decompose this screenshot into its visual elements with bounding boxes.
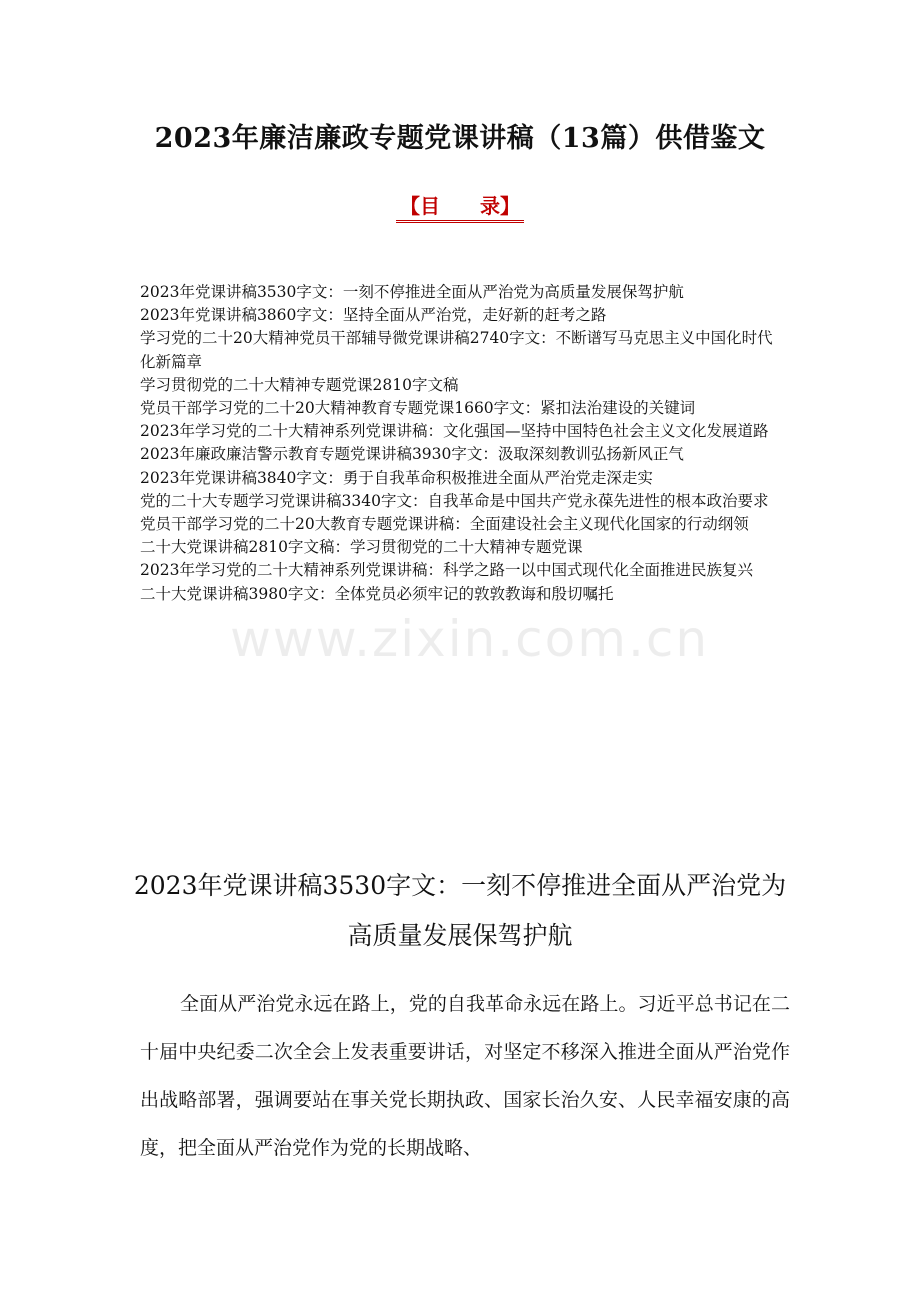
toc-item[interactable]: 党员干部学习党的二十20大教育专题党课讲稿：全面建设社会主义现代化国家的行动纲领	[140, 515, 749, 534]
document-title: 2023年廉洁廉政专题党课讲稿（13篇）供借鉴文	[154, 123, 766, 154]
toc-item[interactable]: 2023年党课讲稿3840字文：勇于自我革命积极推进全面从严治党走深走实	[140, 468, 653, 487]
table-of-contents	[140, 281, 785, 606]
toc-item[interactable]: 二十大党课讲稿3980字文：全体党员必须牢记的敦敦教诲和殷切嘱托	[140, 584, 614, 603]
toc-item[interactable]: 党员干部学习党的二十20大精神教育专题党课1660字文：紧扣法治建设的关键词	[140, 399, 696, 418]
toc-heading	[0, 192, 920, 223]
toc-item[interactable]: 2023年党课讲稿3530字文：一刻不停推进全面从严治党为高质量发展保驾护航	[140, 283, 684, 301]
toc-item[interactable]: 学习贯彻党的二十大精神专题党课2810字文稿	[140, 375, 459, 394]
toc-heading-label: 【目 录】	[396, 192, 524, 223]
toc-item[interactable]: 2023年廉政廉洁警示教育专题党课讲稿3930字文：汲取深刻教训弘扬新风正气	[140, 445, 684, 464]
toc-item[interactable]: 党的二十大专题学习党课讲稿3340字文：自我革命是中国共产党永葆先进性的根本政治要求	[140, 491, 769, 510]
toc-item[interactable]: 2023年学习党的二十大精神系列党课讲稿：科学之路一以中国式现代化全面推进民族复兴	[140, 561, 753, 580]
toc-item[interactable]: 二十大党课讲稿2810字文稿：学习贯彻党的二十大精神专题党课	[140, 538, 583, 557]
section-title: 2023年党课讲稿3530字文：一刻不停推进全面从严治党为高质量发展保驾护航	[133, 870, 787, 950]
watermark: www.zixin.com.cn	[230, 610, 710, 668]
toc-item[interactable]: 学习党的二十20大精神党员干部辅导微党课讲稿2740字文：不断谱写马克思主义中国化时代化新篇章	[140, 329, 773, 371]
body-paragraph: 全面从严治党永远在路上，党的自我革命永远在路上。习近平总书记在二十届中央纪委二次全会上发表重要讲话，对坚定不移深入推进全面从严治党作出战略部署，强调要站在事关党长期执政、国家长治久安、人民幸福安康的高度，把全面从严治党作为党的长期战略、	[140, 993, 790, 1159]
toc-item[interactable]: 2023年党课讲稿3860字文：坚持全面从严治党，走好新的赶考之路	[140, 306, 607, 325]
toc-item[interactable]: 2023年学习党的二十大精神系列党课讲稿：文化强国—坚持中国特色社会主义文化发展道路	[140, 422, 769, 441]
